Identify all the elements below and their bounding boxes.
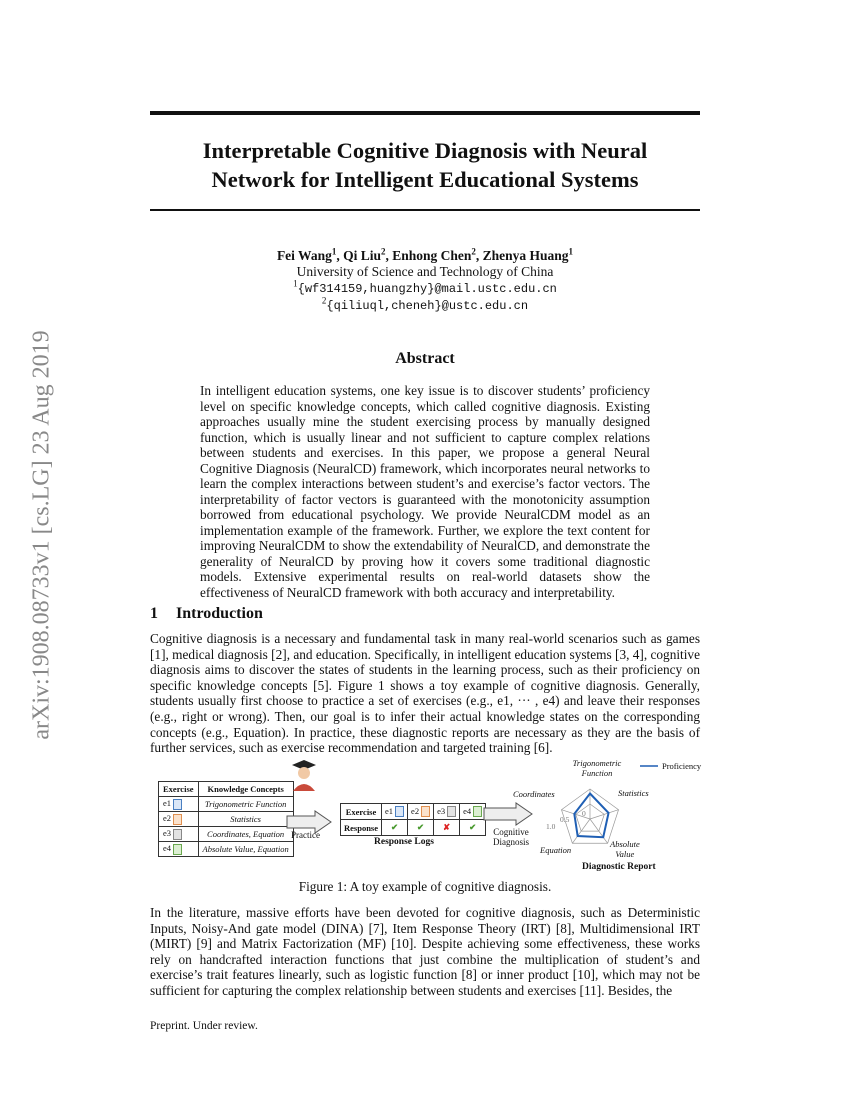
radar-axis-absolute (610, 839, 640, 859)
author-sup: 1 (568, 246, 574, 257)
title-line-1: Interpretable Cognitive Diagnosis with Neural (202, 138, 648, 163)
intro-paragraph-2: In the literature, massive efforts have been devoted for cognitive diagnosis, such as Deterministic Inputs, Noisy-And gate model (DINA) [7], Item Response Theory (IRT) [8], Multidimensional IRT (MIRT) [9] and Matrix Factorization (MF) [10]. Despite achieving some effectiveness, these works rely on handcrafted interaction functions that just combine the multiplication of student’s and exercise’s trait features linearly, such as logistic function [8] or inner product [10], which may not be sufficient for capturing the complex relationship between students and exercises [11]. Besides, the (150, 905, 700, 998)
author-block (150, 248, 700, 314)
check-icon: ✔ (390, 822, 399, 832)
kc-header-exercise: Exercise (159, 782, 199, 797)
radar-axis-trig (562, 758, 632, 778)
kc-exercise (159, 827, 199, 842)
axis-label-line: Absolute (610, 839, 640, 849)
figure-1 (150, 757, 710, 877)
email-line-2 (150, 297, 700, 314)
practice-label: Practice (291, 830, 320, 840)
rl-exercise-text: e1 (385, 805, 394, 816)
document-icon (173, 844, 182, 855)
cognitive-label-line-2: Diagnosis (493, 837, 529, 847)
kc-exercise-label: e3 (163, 828, 172, 839)
document-icon (173, 799, 182, 810)
radar-axis-statistics: Statistics (618, 788, 649, 798)
radar-axis-coordinates: Coordinates (513, 789, 555, 799)
author-sup: 1 (331, 246, 337, 257)
cognitive-diagnosis-label (489, 827, 533, 847)
email-line-1 (150, 280, 700, 297)
kc-exercise (159, 812, 199, 827)
axis-label-line: Value (615, 849, 635, 859)
author-sep: , (336, 248, 344, 263)
check-icon: ✔ (469, 822, 477, 832)
kc-concept: Trigonometric Function (198, 797, 293, 812)
rl-response (434, 820, 460, 836)
radar-legend: Proficiency (662, 761, 702, 771)
radar-axis-line (590, 810, 619, 819)
author: Enhong Chen (392, 248, 472, 263)
kc-concept: Statistics (198, 812, 293, 827)
rl-exercise (408, 804, 434, 820)
document-icon (395, 806, 404, 817)
kc-concept: Coordinates, Equation (198, 827, 293, 842)
author-sup: 2 (380, 246, 386, 257)
rl-response (382, 820, 408, 836)
footer-note: Preprint. Under review. (150, 1020, 258, 1032)
document-icon (421, 806, 430, 817)
student-icon (284, 757, 324, 793)
radar-tick-0.5: 0.5 (560, 815, 570, 824)
kc-exercise-label: e2 (163, 813, 172, 824)
author-sep: , (385, 248, 393, 263)
arxiv-id: arXiv:1908.08733v1 [cs.LG] 23 Aug 2019 (28, 330, 55, 740)
kc-concept: Absolute Value, Equation (198, 842, 293, 857)
rl-exercise-text: e4 (463, 805, 472, 816)
title-line-2: Network for Intelligent Educational Systems (211, 167, 639, 192)
knowledge-concept-table (158, 781, 294, 857)
radar-tick-1.0: 1.0 (546, 822, 556, 831)
affiliation: University of Science and Technology of China (296, 264, 554, 279)
rl-response (408, 820, 434, 836)
section-title: Introduction (176, 605, 263, 622)
figure-caption: Figure 1: A toy example of cognitive diagnosis. (298, 879, 552, 894)
email-2[interactable]: {qiliuql,cheneh}@ustc.edu.cn (326, 299, 529, 313)
rl-response-label: Response (341, 820, 382, 836)
author: Qi Liu (343, 248, 381, 263)
document-icon (473, 806, 482, 817)
response-logs-table (340, 803, 486, 836)
cross-icon: ✘ (443, 822, 451, 832)
title-top-rule (150, 111, 700, 115)
document-icon (173, 829, 182, 840)
radar-axis-equation: Equation (540, 845, 572, 855)
kc-exercise (159, 842, 199, 857)
author: Fei Wang (276, 248, 332, 263)
rl-exercise-text: e3 (437, 805, 446, 816)
check-icon: ✔ (417, 822, 425, 832)
arxiv-sidebar (12, 290, 72, 780)
author-sup: 2 (471, 246, 476, 257)
email-sup: 1 (293, 278, 298, 289)
kc-header-concepts: Knowledge Concepts (198, 782, 293, 797)
kc-exercise-label: e1 (163, 798, 172, 809)
document-icon (173, 814, 182, 825)
cognitive-label-line-1: Cognitive (493, 827, 529, 837)
intro-paragraph-1: Cognitive diagnosis is a necessary and fundamental task in many real-world scenarios such as games [1], medical diagnosis [2], and education. Specifically, in intelligent education systems [3, 4], cognitive diagnosis aims to discover the states of students in the learning process, such as their proficiency on specific knowledge concepts [5]. Figure 1 shows a toy example of cognitive diagnosis. Generally, students usually first choose to practice a set of exercises (e.g., e1, ··· , e4) and leave their responses (e.g., right or wrong). Then, our goal is to infer their actual knowledge states on the corresponding concepts (e.g., Equation). In practice, these diagnostic reports are necessary as they are the basis of further services, such as exercise recommendation and targeted training [6]. (150, 631, 700, 756)
axis-label-line: Trigonometric (572, 758, 622, 768)
rl-exercise (382, 804, 408, 820)
document-icon (447, 806, 456, 817)
abstract-text: In intelligent education systems, one key issue is to discover students’ proficiency level on specific knowledge concepts, which called cognitive diagnosis. Existing approaches usually mine the student exercising process by manually designed function, which is usually linear and not sufficient to capture complex relations between students and exercises. In this paper, we propose a general Neural Cognitive Diagnosis (NeuralCD) framework, which incorporates neural networks to learn the complex interactions between student’s and exercise’s factor vectors. The interpretability of factor vectors is guaranteed with the monotonicity assumption borrowed from educational psychology. We provide NeuralCDM model as an implementation example of the framework. Further, we explore the text content for improving NeuralCDM to show the extendability of NeuralCD, and demonstrate the generality of NeuralCD by proving how it covers some traditional diagnostic models. Extensive experimental results on real-world datasets show the effectiveness of NeuralCD framework with both accuracy and interpretability. (200, 383, 650, 600)
email-1[interactable]: {wf314159,huangzhy}@mail.ustc.edu.cn (297, 282, 557, 296)
email-sup: 2 (321, 295, 327, 306)
diagnostic-report-title: Diagnostic Report (582, 862, 656, 872)
diagnosis-arrow (482, 801, 534, 827)
kc-exercise (159, 797, 199, 812)
kc-exercise-label: e4 (163, 843, 172, 854)
rl-exercise-label: Exercise (341, 804, 382, 820)
section-heading (150, 605, 281, 623)
author: Zhenya Huang (482, 248, 569, 263)
axis-label-line: Function (581, 768, 613, 778)
abstract-heading: Abstract (395, 350, 455, 367)
radar-tick-0: 0 (582, 809, 586, 818)
response-logs-title: Response Logs (374, 837, 434, 847)
author-names (150, 248, 700, 264)
rl-exercise-text: e2 (411, 805, 420, 816)
section-number: 1 (150, 605, 158, 622)
rl-exercise (434, 804, 460, 820)
author-sep: , (475, 248, 483, 263)
title-bottom-rule (150, 209, 700, 211)
paper-title (150, 136, 700, 194)
